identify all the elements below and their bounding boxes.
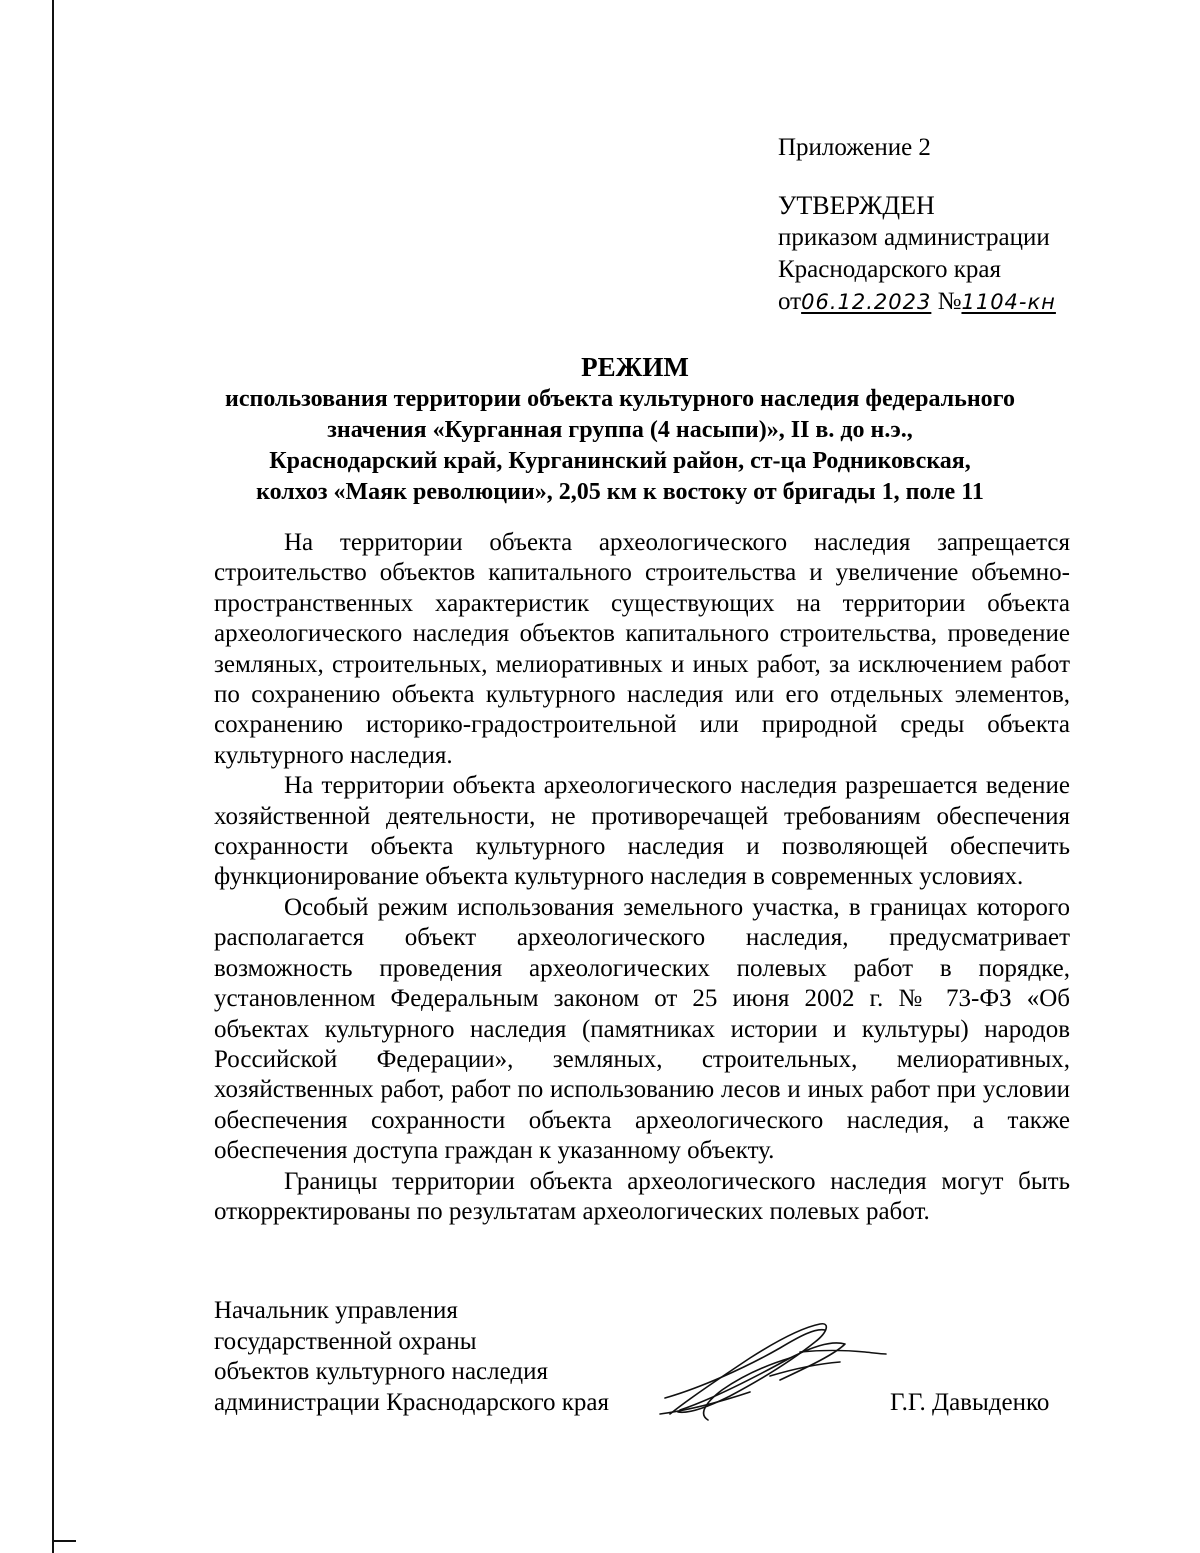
document-title-block	[200, 350, 1015, 508]
handwritten-date: 06.12.2023	[801, 290, 932, 314]
body-paragraph: Особый режим использования земельного участка, в границах которого располагается объект археологического наследия, предусматривает возможность проведения археологических полевых работ в порядке, установленном Федеральным законом от 25 июня 2002 г. № 73-ФЗ «Об объектах культурного наследия (памятниках истории и культуры) народов Российской Федерации», земляных, строительных, мелиоративных, хозяйственных работ, работ по использованию лесов и иных работ при условии обеспечения сохранности объекта археологического наследия, а также обеспечения доступа граждан к указанному объекту.	[214, 893, 1070, 1165]
body-paragraph: Границы территории объекта археологического наследия могут быть откорректированы по результатам археологических полевых работ.	[214, 1167, 1070, 1225]
scan-edge-tick	[52, 1540, 76, 1542]
subtitle-line: использования территории объекта культурного наследия федерального	[225, 386, 1015, 412]
handwritten-signature	[650, 1318, 890, 1428]
approval-authority-line: Краснодарского края	[778, 256, 1001, 283]
number-prefix: №	[937, 288, 962, 315]
subtitle-line: колхоз «Маяк революции», 2,05 км к востоку от бригады 1, поле 11	[256, 479, 984, 505]
subtitle-line: Краснодарский край, Курганинский район, ст-ца Родниковская,	[269, 448, 971, 474]
position-line: Начальник управления	[214, 1297, 458, 1324]
signer-name: Г.Г. Давыденко	[890, 1389, 1050, 1416]
body-paragraph: На территории объекта археологического наследия разрешается ведение хозяйственной деятельности, не противоречащей требованиям обеспечения сохранности объекта культурного наследия и позволяющей обеспечить функционирование объекта культурного наследия в современных условиях.	[214, 772, 1070, 891]
signatory-position	[214, 1296, 654, 1418]
appendix-label: Приложение 2	[778, 134, 931, 161]
body-paragraph: На территории объекта археологического наследия запрещается строительство объектов капитального строительства и увеличение объемно-пространственных характеристик существующих на территории объекта археологического наследия объектов капитального строительства, проведение земляных, строительных, мелиоративных и иных работ, за исключением работ по сохранению объекта культурного наследия или его отдельных элементов, сохранению историко-градостроительной или природной среды объекта культурного наследия.	[214, 529, 1070, 769]
date-prefix: от	[778, 288, 802, 315]
position-line: объектов культурного наследия	[214, 1358, 548, 1385]
order-date-number-line	[778, 286, 1158, 318]
document-body	[214, 528, 1070, 1227]
scan-edge-line	[52, 0, 54, 1553]
approval-block	[778, 132, 1158, 318]
approved-label: УТВЕРЖДЕН	[778, 191, 935, 220]
document-subtitle	[180, 384, 1060, 508]
position-line: администрации Краснодарского края	[214, 1388, 610, 1416]
document-title: РЕЖИМ	[581, 352, 689, 382]
subtitle-line: значения «Курганная группа (4 насыпи)», II в. до н.э.,	[327, 417, 913, 443]
position-line: государственной охраны	[214, 1327, 477, 1355]
approval-order-line: приказом администрации	[778, 224, 1050, 251]
handwritten-number: 1104-кн	[961, 290, 1056, 314]
